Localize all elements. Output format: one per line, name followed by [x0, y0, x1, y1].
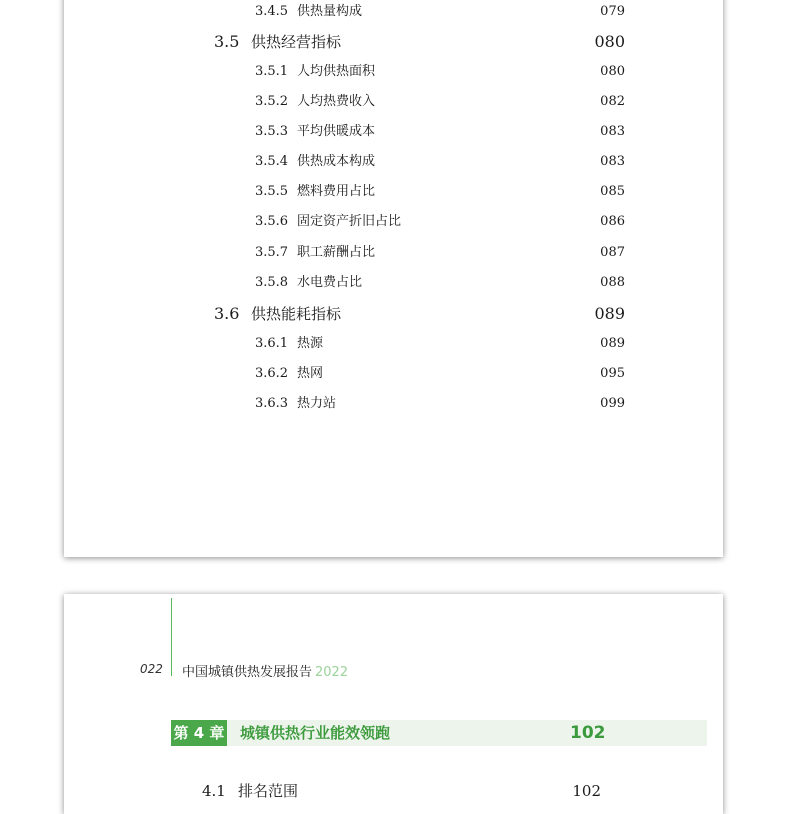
- toc-section-row[interactable]: [64, 780, 723, 802]
- toc-row[interactable]: [64, 1, 723, 23]
- toc-row[interactable]: [64, 333, 723, 355]
- toc-row[interactable]: [64, 61, 723, 83]
- toc-number: 3.5: [214, 32, 240, 51]
- toc-number: 3.6.2: [255, 366, 289, 381]
- toc-title: 平均供暖成本: [297, 124, 376, 139]
- toc-title: 热网: [297, 366, 324, 381]
- toc-row[interactable]: [64, 151, 723, 173]
- toc-page-number: 079: [600, 4, 625, 19]
- toc-number: 3.5.5: [255, 184, 289, 199]
- toc-row[interactable]: [64, 121, 723, 143]
- toc-title: 热力站: [297, 396, 337, 411]
- toc-number: 3.6: [214, 304, 240, 323]
- toc-title: 供热成本构成: [297, 154, 376, 169]
- toc-page-number: 083: [600, 154, 625, 169]
- toc-title: 排名范围: [238, 782, 299, 800]
- toc-row[interactable]: [64, 393, 723, 415]
- header-divider-line: [171, 598, 172, 676]
- toc-title: 供热能耗指标: [251, 305, 342, 323]
- running-header-page-number: 022: [140, 662, 163, 676]
- toc-page-number: 083: [600, 124, 625, 139]
- toc-row[interactable]: [64, 272, 723, 294]
- toc-page-number: 086: [600, 214, 625, 229]
- toc-number: 3.5.1: [255, 64, 289, 79]
- toc-row[interactable]: [64, 91, 723, 113]
- toc-row[interactable]: [64, 211, 723, 233]
- toc-page-number: 089: [594, 304, 625, 323]
- toc-page-number: 080: [594, 32, 625, 51]
- toc-page-number: 099: [600, 396, 625, 411]
- toc-title: 供热经营指标: [251, 33, 342, 51]
- toc-title: 热源: [297, 336, 324, 351]
- toc-row[interactable]: [64, 242, 723, 264]
- chapter-page-number: 102: [570, 723, 606, 743]
- toc-row[interactable]: [64, 181, 723, 203]
- toc-title: 固定资产折旧占比: [297, 214, 402, 229]
- running-header-title: [182, 661, 348, 680]
- toc-number: 3.5.8: [255, 275, 289, 290]
- toc-page-number: 085: [600, 184, 625, 199]
- toc-section-row[interactable]: [64, 31, 723, 53]
- toc-page-number: 080: [600, 64, 625, 79]
- running-header-title-text: 中国城镇供热发展报告: [182, 665, 313, 680]
- toc-page-top: [64, 0, 723, 557]
- toc-page-bottom: [64, 594, 723, 814]
- toc-page-number: 089: [600, 336, 625, 351]
- toc-title: 供热量构成: [297, 4, 363, 19]
- toc-page-number: 095: [600, 366, 625, 381]
- toc-title: 水电费占比: [297, 275, 363, 290]
- toc-title: 燃料费用占比: [297, 184, 376, 199]
- toc-number: 4.1: [202, 782, 226, 800]
- toc-number: 3.5.6: [255, 214, 289, 229]
- chapter-label: 第 4 章: [171, 720, 227, 746]
- toc-title: 人均供热面积: [297, 64, 376, 79]
- toc-number: 3.6.1: [255, 336, 289, 351]
- toc-number: 3.5.3: [255, 124, 289, 139]
- toc-row[interactable]: [64, 363, 723, 385]
- toc-section-row[interactable]: [64, 303, 723, 325]
- toc-number: 3.5.7: [255, 245, 289, 260]
- toc-page-number: 088: [600, 275, 625, 290]
- toc-number: 3.4.5: [255, 4, 289, 19]
- toc-number: 3.5.2: [255, 94, 289, 109]
- toc-page-number: 082: [600, 94, 625, 109]
- toc-number: 3.6.3: [255, 396, 289, 411]
- toc-page-number: 102: [572, 782, 601, 800]
- running-header-year: 2022: [315, 665, 349, 680]
- toc-page-number: 087: [600, 245, 625, 260]
- toc-number: 3.5.4: [255, 154, 289, 169]
- chapter-title: 城镇供热行业能效领跑: [240, 724, 391, 742]
- toc-title: 人均热费收入: [297, 94, 376, 109]
- toc-title: 职工薪酬占比: [297, 245, 376, 260]
